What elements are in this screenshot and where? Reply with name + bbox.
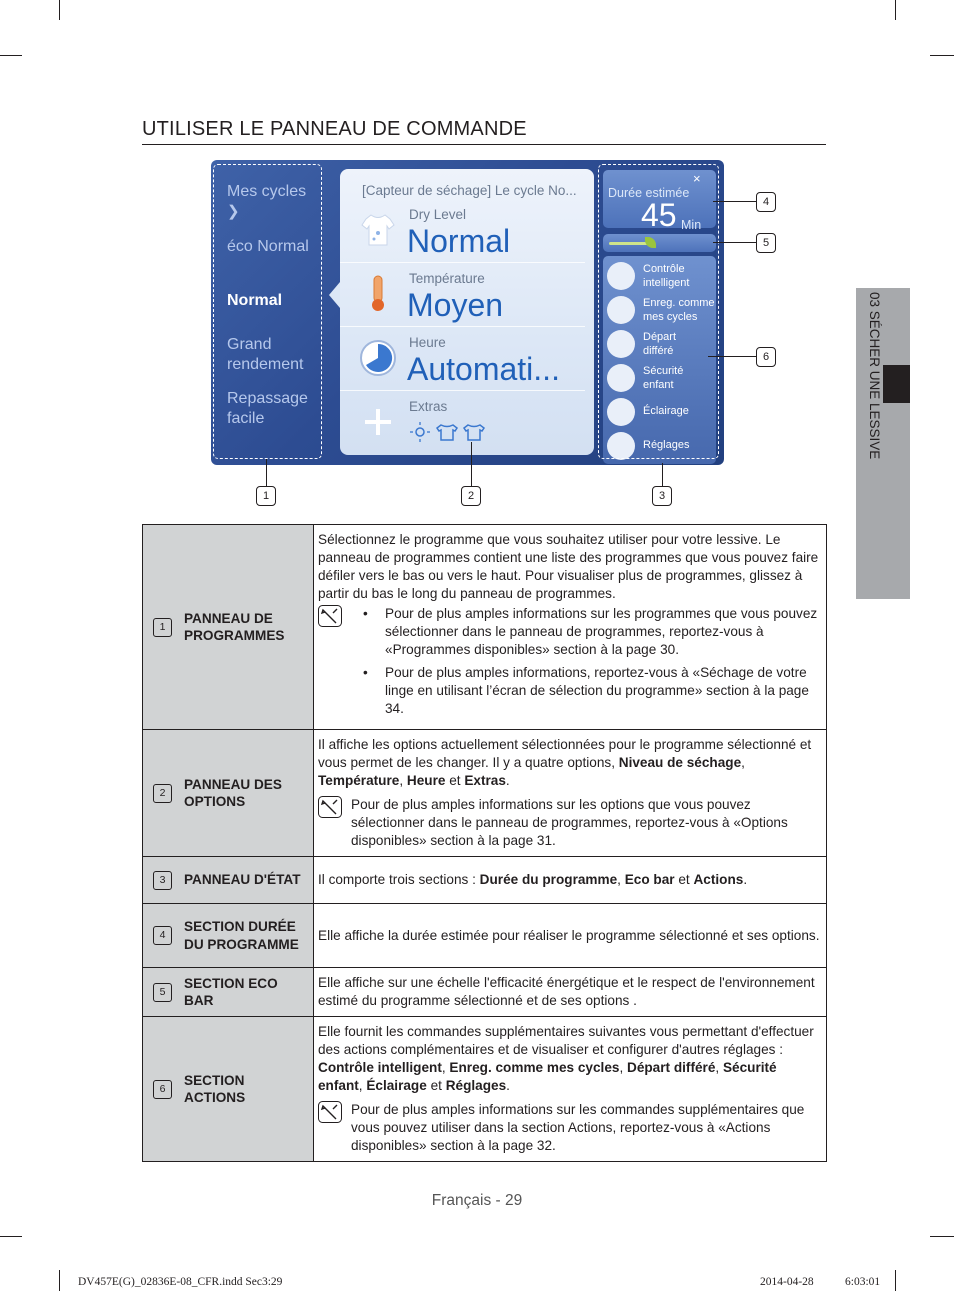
table-row bbox=[143, 1017, 827, 1162]
section-side-tab bbox=[856, 288, 910, 599]
description-text: Elle affiche la durée estimée pour réaliser le programme sélectionné et ses options. bbox=[318, 927, 820, 943]
callout-4: 4 bbox=[756, 192, 776, 212]
option-value: Moyen bbox=[407, 287, 504, 323]
description-text: Il comporte trois sections : Durée du programme, Eco bar et Actions. bbox=[318, 872, 748, 887]
row-number: 2 bbox=[153, 784, 172, 803]
row-description bbox=[314, 857, 827, 904]
clock-icon bbox=[358, 337, 398, 377]
chevron-right-icon: ❯ bbox=[227, 203, 240, 220]
option-label: Heure bbox=[409, 335, 446, 350]
row-description bbox=[314, 968, 827, 1017]
program-item-repassage-facile[interactable]: Repassage facile bbox=[227, 390, 308, 427]
note-icon bbox=[318, 605, 342, 627]
description-text: Elle affiche sur une échelle l'efficacité énergétique et le respect de l'environnement estimé du programme sélectionné et de ses options . bbox=[318, 975, 815, 1008]
action-label: Contrôle intelligent bbox=[643, 263, 690, 289]
page-link[interactable]: Actions disponibles bbox=[351, 1120, 771, 1153]
callout-line bbox=[713, 201, 756, 202]
callout-2: 2 bbox=[461, 486, 481, 506]
side-tab-label: 03 SÉCHER UNE LESSIVE bbox=[867, 292, 882, 460]
callout-5: 5 bbox=[756, 233, 776, 253]
program-item-eco-normal[interactable]: éco Normal bbox=[227, 238, 309, 255]
table-row bbox=[143, 857, 827, 904]
time-unit: Min bbox=[681, 218, 702, 232]
program-item-grand-rendement[interactable]: Grand rendement bbox=[227, 336, 304, 373]
row-number: 5 bbox=[153, 983, 172, 1002]
list-item: • Pour de plus amples informations sur les programmes que vous pouvez sélectionner dans le panneau de programmes, reportez-vous à «Programmes disponibles» section à la page 30. bbox=[385, 605, 822, 659]
option-value: Normal bbox=[407, 223, 511, 259]
callout-6: 6 bbox=[756, 347, 776, 367]
page-link[interactable]: Programmes disponibles bbox=[392, 642, 543, 657]
row-label-cell bbox=[143, 857, 314, 904]
row-number: 6 bbox=[153, 1080, 172, 1099]
description-text: Sélectionnez le programme que vous souhaitez utiliser pour votre lessive. Le panneau de programmes contient une liste des programmes que vous pouvez faire défiler vers le bas ou vers le haut. Pour visualiser plus de programmes, glissez à partir du bas le long du panneau de programmes. bbox=[318, 532, 819, 601]
thermometer-icon bbox=[358, 273, 398, 313]
table-row bbox=[143, 904, 827, 968]
crop-mark bbox=[59, 0, 60, 20]
option-time[interactable] bbox=[340, 331, 586, 393]
time-value: 45 bbox=[641, 197, 677, 233]
crop-mark bbox=[0, 1236, 22, 1237]
option-dry-level[interactable] bbox=[340, 203, 586, 265]
callout-1: 1 bbox=[256, 486, 276, 506]
row-label: PANNEAU DES OPTIONS bbox=[184, 776, 282, 809]
close-icon[interactable]: × bbox=[693, 171, 701, 186]
callout-line bbox=[471, 442, 472, 486]
note-icon bbox=[318, 1101, 342, 1123]
crop-mark bbox=[930, 55, 954, 56]
row-label-cell bbox=[143, 1017, 314, 1162]
row-number: 4 bbox=[153, 926, 172, 945]
program-item-normal[interactable]: Normal bbox=[227, 292, 283, 309]
callout-line bbox=[708, 356, 756, 357]
options-panel bbox=[340, 169, 594, 455]
option-label: Dry Level bbox=[409, 207, 467, 222]
page-title: UTILISER LE PANNEAU DE COMMANDE bbox=[142, 118, 527, 140]
list-item: • Pour de plus amples informations, reportez-vous à «Séchage de votre linge en utilisant l’écran de sélection du programme» section à la page 34. bbox=[385, 664, 822, 718]
control-panel-screen bbox=[211, 160, 724, 465]
selection-pointer bbox=[329, 282, 340, 308]
side-tab-marker bbox=[883, 365, 910, 403]
row-label: SECTION DURÉE DU PROGRAMME bbox=[184, 919, 299, 952]
action-label: Départ différé bbox=[643, 331, 677, 357]
option-label: Extras bbox=[409, 399, 448, 414]
shirt-icon bbox=[358, 209, 398, 249]
options-header: [Capteur de séchage] Le cycle No... bbox=[362, 183, 577, 198]
option-label: Température bbox=[409, 271, 485, 286]
time-label: Durée estimée bbox=[608, 186, 690, 200]
print-time: 6:03:01 bbox=[845, 1276, 881, 1288]
title-rule bbox=[142, 144, 826, 145]
extras-icons bbox=[410, 421, 490, 443]
crop-mark bbox=[895, 0, 896, 20]
note-block bbox=[318, 605, 822, 723]
row-label: SECTION ECO BAR bbox=[184, 975, 278, 1008]
callout-line bbox=[662, 463, 663, 486]
callout-line bbox=[713, 242, 756, 243]
table-row bbox=[143, 730, 827, 857]
divider bbox=[340, 326, 585, 327]
crop-mark bbox=[930, 1236, 954, 1237]
description-text: Il affiche les options actuellement sélectionnées pour le programme sélectionné et vous permet de les changer. Il y a quatre options, Niveau de séchage, Température, Heure et Extras. bbox=[318, 737, 812, 788]
callout-3: 3 bbox=[652, 486, 672, 506]
plus-icon bbox=[358, 401, 398, 441]
row-label-cell bbox=[143, 525, 314, 730]
crop-mark bbox=[0, 55, 22, 56]
row-number: 1 bbox=[153, 618, 172, 637]
action-label: Éclairage bbox=[643, 405, 689, 417]
row-label: PANNEAU D'ÉTAT bbox=[184, 872, 301, 888]
crop-mark bbox=[59, 1270, 60, 1291]
row-label-cell bbox=[143, 968, 314, 1017]
callout-line bbox=[266, 459, 267, 486]
option-extras[interactable] bbox=[340, 395, 586, 457]
action-label: Réglages bbox=[643, 439, 690, 451]
row-label-cell bbox=[143, 730, 314, 857]
row-description bbox=[314, 525, 827, 730]
row-description bbox=[314, 904, 827, 968]
table-row bbox=[143, 968, 827, 1017]
program-label: Mes cycles bbox=[227, 183, 307, 200]
row-description bbox=[314, 1017, 827, 1162]
row-number: 3 bbox=[153, 871, 172, 890]
row-label: SECTION ACTIONS bbox=[184, 1072, 246, 1105]
page-link[interactable]: Options disponibles bbox=[351, 815, 788, 848]
page-footer: Français - 29 bbox=[431, 1192, 523, 1209]
page-link[interactable]: Séchage de votre linge en utilisant l’écran de sélection du programme bbox=[385, 665, 807, 698]
option-temperature[interactable] bbox=[340, 267, 586, 329]
print-date: 2014-04-28 bbox=[760, 1276, 814, 1288]
option-value: Automati... bbox=[407, 351, 560, 387]
program-panel-outline bbox=[213, 164, 322, 459]
description-text: Elle fournit les commandes supplémentaires suivantes vous permettant d'effectuer des actions complémentaires et de visualiser et configurer d'autres réglages : Contrôle intelligent, Enreg. comme mes cycles, Départ différé, Sécurité enfant, Éclairage et Réglages. bbox=[318, 1024, 814, 1093]
print-slug: DV457E(G)_02836E-08_CFR.indd Sec3:29 bbox=[78, 1276, 283, 1288]
note-block: Pour de plus amples informations sur les commandes supplémentaires que vous pouvez utiliser dans la section Actions, reportez-vous à «Actions disponibles» section à la page 32. bbox=[318, 1101, 822, 1155]
row-description bbox=[314, 730, 827, 857]
action-label: Sécurité enfant bbox=[643, 365, 684, 391]
note-block: Pour de plus amples informations sur les options que vous pouvez sélectionner dans le panneau de programmes, reportez-vous à «Options disponibles» section à la page 31. bbox=[318, 796, 822, 850]
action-label: Enreg. comme mes cycles bbox=[643, 297, 715, 323]
table-row bbox=[143, 525, 827, 730]
divider bbox=[340, 390, 585, 391]
row-label-cell bbox=[143, 904, 314, 968]
crop-mark bbox=[895, 1270, 896, 1291]
note-icon bbox=[318, 796, 342, 818]
status-panel-outline bbox=[598, 164, 719, 459]
divider bbox=[340, 262, 585, 263]
reference-table bbox=[142, 524, 827, 1162]
row-label: PANNEAU DE PROGRAMMES bbox=[184, 610, 285, 643]
